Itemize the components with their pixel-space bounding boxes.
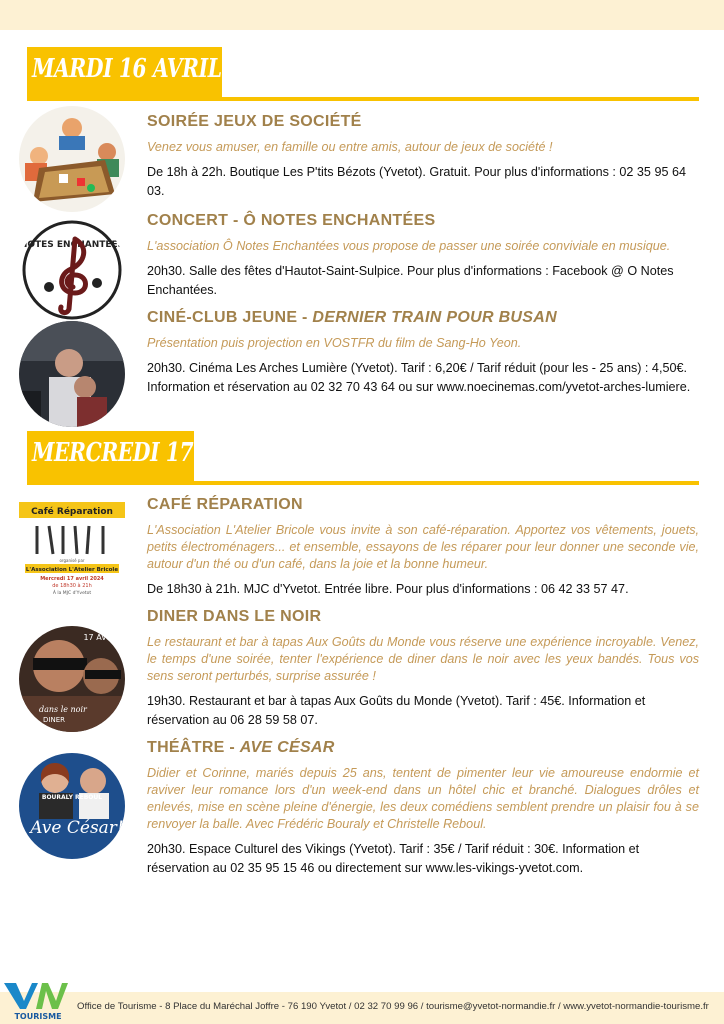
event-title: CAFÉ RÉPARATION bbox=[147, 496, 303, 513]
event-card bbox=[147, 738, 699, 878]
event-description: Présentation puis projection en VOSTFR du film de Sang-Ho Yeon. bbox=[147, 336, 522, 350]
photo-caption: dans le noir bbox=[39, 705, 87, 714]
top-band bbox=[0, 0, 724, 30]
event-info: De 18h30 à 21h. MJC d'Yvetot. Entrée libre. Pour plus d'informations : 06 42 33 57 47. bbox=[147, 582, 629, 596]
footer bbox=[0, 992, 724, 1024]
event-description: Le restaurant et bar à tapas Aux Goûts du Monde vous réserve une expérience incroyable. Venez, le temps d'une soirée, tenter l'expérience de diner dans le noir avec les yeux bandés. Tous vos sens seront perturbés, surprise assurée ! bbox=[147, 635, 699, 683]
day-label-box bbox=[27, 431, 269, 481]
event-title-prefix: THÉÂTRE - bbox=[147, 739, 240, 756]
event-title: SOIRÉE JEUX DE SOCIÉTÉ bbox=[147, 113, 362, 130]
event-description: Didier et Corinne, mariés depuis 25 ans, tentent de pimenter leur vie amoureuse endormie et raviver leur romance lors d'un week-end dans un hôtel chic et branché. Dialogues drôles et enlevés, mise en scène pleine d'énergie, les deux comédiens semblent prendre un plaisir fou à se renvoyer la balle. Avec Frédéric Bouraly et Christelle Reboul. bbox=[147, 766, 699, 831]
photo-sub: DINER bbox=[43, 716, 65, 724]
event-title bbox=[147, 308, 699, 328]
event-title bbox=[147, 738, 699, 758]
event-description: Venez vous amuser, en famille ou entre amis, autour de jeux de société ! bbox=[147, 140, 553, 154]
event-description: L'Association L'Atelier Bricole vous invite à son café-réparation. Apportez vos vêtements, jouets, petits électroménagers... et ensemble, essayons de les réparer pour leur donner une seconde vie, autour d'un thé ou d'un café, dans la joie et la bonne humeur. bbox=[147, 523, 699, 571]
event-info: 19h30. Restaurant et bar à tapas Aux Goûts du Monde (Yvetot). Tarif : 45€. Information et réservation au 06 28 59 58 07. bbox=[147, 694, 646, 727]
logo-text: NOTES ENCHANTÉES bbox=[19, 240, 125, 250]
poster-title: Café Réparation bbox=[31, 507, 113, 517]
event-image-blindfold-dinner bbox=[19, 626, 125, 732]
event-image-treble-clef bbox=[19, 217, 125, 323]
event-info: De 18h à 22h. Boutique Les P'tits Bézots (Yvetot). Gratuit. Pour plus d'informations : 02 35 95 64 03. bbox=[147, 165, 686, 198]
event-card bbox=[147, 112, 699, 201]
poster-title: Ave César! bbox=[30, 818, 124, 838]
event-title-film: DERNIER TRAIN POUR BUSAN bbox=[312, 309, 557, 326]
event-info: 20h30. Espace Culturel des Vikings (Yvetot). Tarif : 35€ / Tarif réduit : 30€. Information et réservation au 02 35 95 15 46 ou directement sur www.les-vikings-yvetot.com. bbox=[147, 842, 640, 875]
photo-date: 17 AVRIL bbox=[83, 633, 119, 642]
event-title: DINER DANS LE NOIR bbox=[147, 608, 322, 625]
event-card bbox=[147, 211, 699, 300]
event-card bbox=[147, 607, 699, 730]
poster-date: Mercredi 17 avril 2024 bbox=[40, 576, 104, 582]
event-title-play: AVE CÉSAR bbox=[239, 739, 335, 756]
event-image-board-games bbox=[19, 106, 125, 212]
divider bbox=[27, 481, 699, 485]
footer-contact: Office de Tourisme - 8 Place du Maréchal Joffre - 76 190 Yvetot / 02 32 70 99 96 / tourisme@yvetot-normandie.fr / www.yvetot-normandie-tourisme.fr bbox=[77, 1001, 709, 1012]
event-image-movie-still bbox=[19, 321, 125, 427]
poster-place: À la MJC d'Yvetot bbox=[52, 591, 92, 596]
event-image-theatre-poster bbox=[19, 753, 125, 859]
poster-names: BOURALY REBOUL bbox=[41, 794, 103, 801]
poster-time: de 18h30 à 21h bbox=[52, 583, 92, 589]
day-title: MARDI 16 AVRIL bbox=[32, 54, 222, 84]
event-image-repair-cafe-poster bbox=[19, 492, 125, 598]
event-description: L'association Ô Notes Enchantées vous propose de passer une soirée conviviale en musique. bbox=[147, 239, 671, 253]
logo-word: TOURISME bbox=[14, 1012, 62, 1021]
divider bbox=[27, 97, 699, 101]
event-card bbox=[147, 308, 699, 397]
poster-org: L'Association L'Atelier Bricole bbox=[25, 567, 119, 573]
event-title-prefix: CINÉ-CLUB JEUNE - bbox=[147, 309, 313, 326]
day-title: MERCREDI 17 AVRIL bbox=[32, 438, 269, 468]
event-card bbox=[147, 495, 699, 599]
event-title: CONCERT - Ô NOTES ENCHANTÉES bbox=[147, 212, 436, 229]
event-info: 20h30. Cinéma Les Arches Lumière (Yvetot). Tarif : 6,20€ / Tarif réduit (pour les - 25 ans) : 4,50€. Information et réservation au 02 32 70 43 64 ou sur www.noecinemas.com/yvetot-arches-lumiere. bbox=[147, 361, 691, 394]
day-label-box bbox=[27, 47, 222, 97]
poster-org-small: organisé par bbox=[59, 558, 85, 563]
tourism-logo bbox=[2, 975, 72, 1023]
event-info: 20h30. Salle des fêtes d'Hautot-Saint-Sulpice. Pour plus d'informations : Facebook @ O Notes Enchantées. bbox=[147, 264, 674, 297]
